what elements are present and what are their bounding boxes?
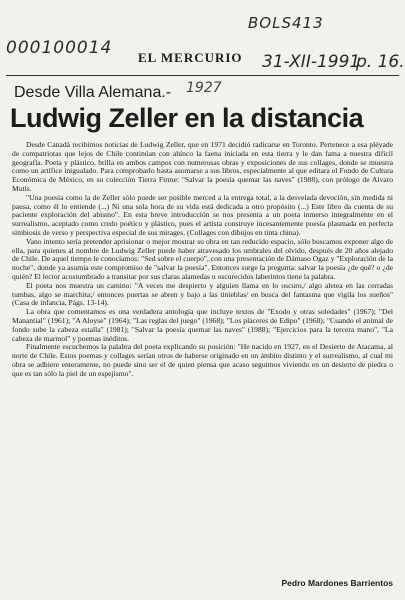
article-paragraph: Finalmente escuchemos la palabra del poeta explicando su posición: "He nacido en 1927, en el Desierto de Atacama, al norte de Chile. Estos poemas y collages serían otros de haberse originado en un ámbito distinto y el surrealismo, al cual mi obra se adhiere enteramente, no puede sino ser el de quien piensa que acaso seguimos viviendo en un desierto de piedra o que es tan sólo la piel de un espejismo". [12,342,393,378]
handwritten-date-note: 31-XII-1991 [262,52,361,72]
handwritten-code-note: 000100014 [6,38,113,58]
newspaper-masthead: EL MERCURIO [138,50,243,65]
masthead-divider [6,75,399,76]
handwritten-reference-note: BOLS413 [248,14,324,32]
article-paragraph: Desde Canadá recibimos noticias de Ludwig Zeller, que en 1971 decidió radicarse en Toronto. Pertenece a esa pléyade de compatriotas que lejos de Chile continúan con ahínco la faena iniciada en esta tierra y le dan fama a nuestra difícil geografía. Poeta y plástico, brilla en ambos campos con numerosas obras y exposiciones de sus collages, donde se muestra como un artífice inigualado. Para comprobarlo basta asomarse a sus libros, especialmente al que editara el Fondo de Cultura Económica de México, en su colección Tierra Firme: "Salvar la poesía quemar las naves" (1988), con prólogo de Alvaro Mutis. [12,140,393,193]
article-paragraph: El poeta nos muestra un camino: "A veces me despierto y alguien llama en lo oscuro,/ algo aletea en las cerradas tumbas, algo se marchita;/ entonces puertas se abren y bajo a las tinieblas/ en busca del fantasma que vigila los sueños" (Casa de infancia, Págs. 13-14). [12,280,393,308]
article-paragraph: "Una poesía como la de Zeller sólo puede ser posible merced a la entrega total, a la desvelada devoción, sin medida ni pausa, como él lo entiende (...) Ni una sola hora de su vida está dedicada a otro propósito (...) Este libro da cuenta de su paciente exploración del abismo". En esta breve introducción se nos presenta a un poeta inmerso integralmente en el surrealismo, aceptado como credo poético y plástico, pues el artista construye incesantemente poesía plasmada en perfecta simbiosis de verso y perspectiva especial de sus mirages. (Collages con dibujos en tinta china). [12,192,393,237]
article-headline: Ludwig Zeller en la distancia [10,103,364,133]
article-paragraph: Vano intento sería pretender aprisionar o mejor mostrar su obra en tan reducido espacio, sólo buscamos exponer algo de ella, para quienes al nombre de Ludwig Zeller puede haber atravesado los umbrales del olvido, después de 20 años alejado de Chile. De aquel tiempo le conocíamos: "Sed sobre el cuerpo", con una presentación de Dámaso Ogaz y "Exploración de la noche", donde ya asumía este compromiso de "salvar la poesía". Entonces surge la pregunta: salvar la poesía ¿de qué? o ¿de quién? El lector acostumbrado a transitar por sus claras alamedas u oscurecidos laberintos tiene la palabra. [12,236,393,281]
author-signature: Pedro Mardones Barrientos [281,578,393,588]
section-kicker: Desde Villa Alemana.- [14,84,172,101]
handwritten-page-note: p. 16. [356,52,405,72]
article-paragraph: La obra que comentamos es una verdadera antología que incluye textos de "Exodo y otras soledades" (1967); "Del Manantial" (1961); "A Aloyse" (1964); "Las reglas del juego" (1968); "Los placeres de Edipo" (1968); "Cuando el animal de fondo sube la cabeza estalla" (1981); "Salvar la poesía quemar las naves" (1988); "Ejercicios para la tercera mano", "La cabeza de marmol" y poemas inéditos. [12,307,393,343]
handwritten-year-note: 1927 [186,80,222,96]
article-body [12,141,393,379]
